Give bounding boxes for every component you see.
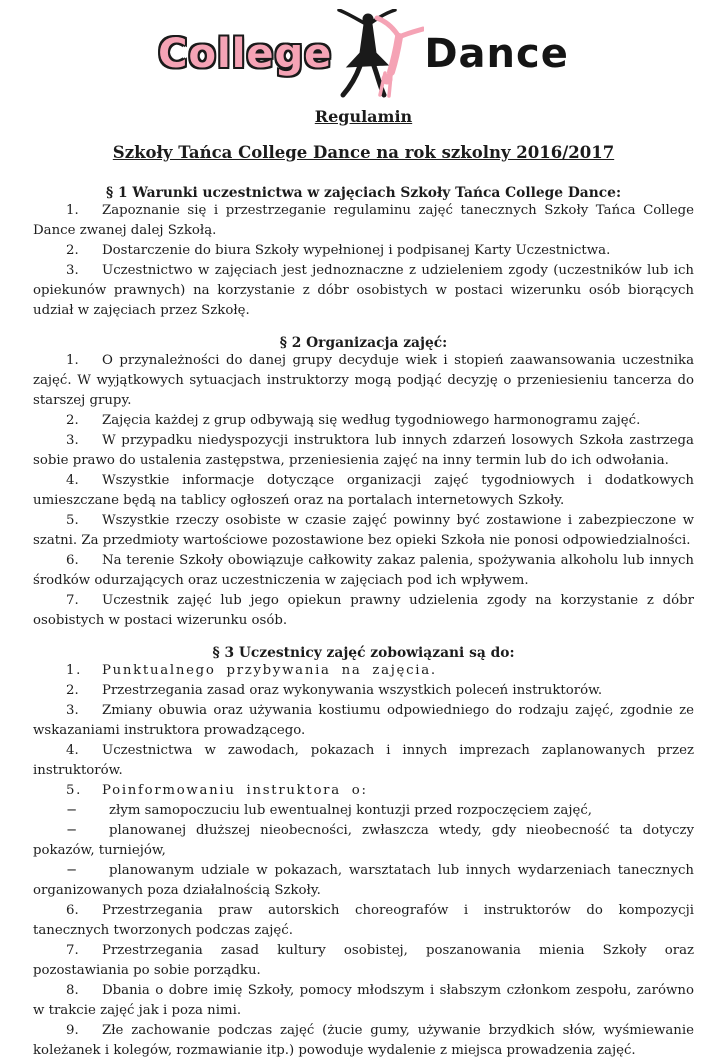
- section-heading: § 3 Uczestnicy zajęć zobowiązani są do:: [212, 645, 515, 661]
- item-text: Przestrzegania zasad oraz wykonywania wszystkich poleceń instruktorów.: [102, 683, 603, 698]
- regulation-section: [33, 335, 694, 631]
- item-marker: 6.: [66, 903, 79, 918]
- item-marker: 7.: [66, 943, 79, 958]
- item-text: planowanym udziale w pokazach, warsztatach lub innych wydarzeniach tanecznych organizowanych poza działalnością Szkoły.: [33, 863, 694, 898]
- document-body: [33, 185, 694, 1061]
- item-marker: −: [66, 823, 78, 838]
- logo-dance-text: Dance: [424, 31, 569, 77]
- item-text: Wszystkie informacje dotyczące organizacji zajęć tygodniowych i dodatkowych umieszczane będą na tablicy ogłoszeń oraz na portalach internetowych Szkoły.: [33, 473, 694, 508]
- list-item: [33, 591, 694, 631]
- section-heading: § 2 Organizacja zajęć:: [279, 335, 448, 351]
- item-marker: 3.: [66, 263, 79, 278]
- item-text: Uczestnictwa w zawodach, pokazach i innych imprezach zaplanowanych przez instruktorów.: [33, 743, 694, 778]
- item-text: złym samopoczuciu lub ewentualnej kontuzji przed rozpoczęciem zajęć,: [109, 803, 592, 818]
- list-item: [33, 901, 694, 941]
- item-text: Dostarczenie do biura Szkoły wypełnionej i podpisanej Karty Uczestnictwa.: [102, 243, 611, 258]
- item-marker: 9.: [66, 1023, 79, 1038]
- item-text: Przestrzegania praw autorskich choreografów i instruktorów do kompozycji tanecznych tworzonych podczas zajęć.: [33, 903, 694, 938]
- item-text: Uczestnictwo w zajęciach jest jednoznaczne z udzieleniem zgody (uczestników lub ich opiekunów prawnych) na korzystanie z dóbr osobistych w postaci wizerunku osób biorących udział w zajęciach przez Szkołę.: [33, 263, 694, 318]
- regulation-section: [33, 645, 694, 1061]
- item-marker: −: [66, 803, 78, 818]
- item-text: Poinformowaniu instruktora o:: [102, 783, 368, 798]
- item-marker: 3.: [66, 433, 79, 448]
- list-item: [33, 1021, 694, 1061]
- list-item: [33, 261, 694, 321]
- section-items: [33, 351, 694, 631]
- list-item: [33, 821, 694, 861]
- item-text: Zmiany obuwia oraz używania kostiumu odpowiedniego do rodzaju zajęć, zgodnie ze wskazaniami instruktora prowadzącego.: [33, 703, 694, 738]
- item-text: Zapoznanie się i przestrzeganie regulaminu zajęć tanecznych Szkoły Tańca College Dance zwanej dalej Szkołą.: [33, 203, 694, 238]
- item-marker: 2.: [66, 683, 79, 698]
- item-marker: 2.: [66, 413, 79, 428]
- dancers-icon: [332, 9, 424, 99]
- item-text: planowanej dłuższej nieobecności, zwłaszcza wtedy, gdy nieobecność ta dotyczy pokazów, turniejów,: [33, 823, 694, 858]
- college-dance-logo: [33, 8, 694, 100]
- list-item: [33, 981, 694, 1021]
- page-subtitle: Szkoły Tańca College Dance na rok szkolny 2016/2017: [112, 143, 615, 162]
- list-item: [33, 801, 694, 821]
- page-title: Regulamin: [314, 107, 413, 126]
- list-item: [33, 411, 694, 431]
- item-marker: 3.: [66, 703, 79, 718]
- item-text: Wszystkie rzeczy osobiste w czasie zajęć powinny być zostawione i zabezpieczone w szatni. Za przedmioty wartościowe pozostawione bez opieki Szkoła nie ponosi odpowiedzialności.: [33, 513, 694, 548]
- logo-college-text: College: [158, 31, 333, 77]
- item-marker: 7.: [66, 593, 79, 608]
- item-marker: 2.: [66, 243, 79, 258]
- item-marker: 5.: [66, 513, 79, 528]
- list-item: [33, 431, 694, 471]
- list-item: [33, 201, 694, 241]
- item-marker: −: [66, 863, 78, 878]
- list-item: [33, 861, 694, 901]
- item-text: Uczestnik zajęć lub jego opiekun prawny udzielenia zgody na korzystanie z dóbr osobistych w postaci wizerunku osób.: [33, 593, 694, 628]
- item-marker: 1.: [66, 663, 83, 678]
- item-marker: 1.: [66, 203, 79, 218]
- item-marker: 1.: [66, 353, 79, 368]
- section-items: [33, 201, 694, 321]
- section-items: [33, 661, 694, 1061]
- item-marker: 4.: [66, 473, 79, 488]
- list-item: [33, 661, 694, 681]
- list-item: [33, 941, 694, 981]
- item-marker: 5.: [66, 783, 83, 798]
- item-text: Dbania o dobre imię Szkoły, pomocy młodszym i słabszym członkom zespołu, zarówno w trakcie zajęć jak i poza nimi.: [33, 983, 694, 1018]
- item-text: Zajęcia każdej z grup odbywają się według tygodniowego harmonogramu zajęć.: [102, 413, 641, 428]
- list-item: [33, 741, 694, 781]
- list-item: [33, 511, 694, 551]
- list-item: [33, 551, 694, 591]
- list-item: [33, 471, 694, 511]
- item-text: Punktualnego przybywania na zajęcia.: [102, 663, 437, 678]
- item-marker: 6.: [66, 553, 79, 568]
- item-marker: 8.: [66, 983, 79, 998]
- item-text: O przynależności do danej grupy decyduje wiek i stopień zaawansowania uczestnika zajęć. W wyjątkowych sytuacjach instruktorzy mogą podjąć decyzję o przeniesieniu tancerza do starszej grupy.: [33, 353, 694, 408]
- section-heading: § 1 Warunki uczestnictwa w zajęciach Szkoły Tańca College Dance:: [105, 185, 622, 201]
- item-text: Przestrzegania zasad kultury osobistej, poszanowania mienia Szkoły oraz pozostawiania po sobie porządku.: [33, 943, 694, 978]
- list-item: [33, 701, 694, 741]
- item-text: W przypadku niedyspozycji instruktora lub innych zdarzeń losowych Szkoła zastrzega sobie prawo do ustalenia zastępstwa, przeniesienia zajęć na inny termin lub do ich odwołania.: [33, 433, 694, 468]
- regulation-section: [33, 185, 694, 321]
- item-marker: 4.: [66, 743, 79, 758]
- item-text: Złe zachowanie podczas zajęć (żucie gumy, używanie brzydkich słów, wyśmiewanie koleżanek i kolegów, rozmawianie itp.) powoduje wydalenie z miejsca prowadzenia zajęć.: [33, 1023, 694, 1058]
- list-item: [33, 781, 694, 801]
- list-item: [33, 681, 694, 701]
- list-item: [33, 241, 694, 261]
- list-item: [33, 351, 694, 411]
- item-text: Na terenie Szkoły obowiązuje całkowity zakaz palenia, spożywania alkoholu lub innych środków odurzających oraz uczestniczenia w zajęciach pod ich wpływem.: [33, 553, 694, 588]
